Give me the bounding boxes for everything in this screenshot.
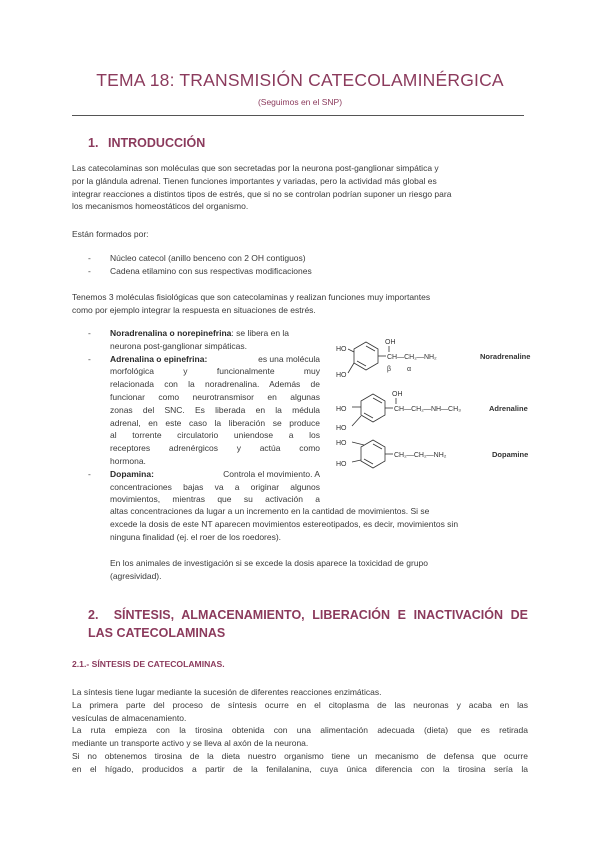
text-line: zonas del SNC. Es liberada en la médula xyxy=(110,404,320,415)
catecholamine-structures-figure xyxy=(328,332,538,472)
adrenaline-label: Adrenaline xyxy=(489,404,528,413)
noradrenalina-text-2: neurona post-ganglionar simpáticas. xyxy=(110,340,248,351)
section-1-heading xyxy=(88,136,205,150)
text-line: los mecanismos homeostáticos del organismo. xyxy=(72,201,249,212)
text-line: ninguna finalidad (ej. el roer de los roedores). xyxy=(110,531,282,542)
noradrenaline-label: Noradrenaline xyxy=(480,352,531,361)
text-line: como por ejemplo integrar la respuesta en situaciones de estrés. xyxy=(72,304,316,315)
adrenalina-name: Adrenalina o epinefrina: xyxy=(110,353,208,364)
nor-alpha: α xyxy=(407,366,412,373)
section-2-number: 2. xyxy=(88,608,99,622)
subsection-2-1-heading: 2.1.- SÍNTESIS DE CATECOLAMINAS. xyxy=(72,659,225,669)
synthesis-paragraph xyxy=(72,686,528,776)
dopamine-label: Dopamine xyxy=(492,450,529,459)
text-line: receptores adrenérgicos y actúa como xyxy=(110,443,320,454)
list-item: - Núcleo catecol (anillo benceno con 2 OH contiguos) xyxy=(88,253,306,263)
nor-ho-top: HO xyxy=(336,346,347,353)
nor-beta: β xyxy=(387,366,392,373)
text-line: altas concentraciones da lugar a un incremento en la cantidad de movimientos. Si se xyxy=(110,506,430,516)
text-line: adrenal, en este caso la liberación se produce xyxy=(110,417,320,428)
list-item-noradrenalina: - Noradrenalina o norepinefrina: se libera en la neurona post-ganglionar simpáticas. xyxy=(88,327,320,353)
text-line: Si no obtenemos tirosina de la dieta nuestro organismo tiene un mecanismo de defensa que ocurre xyxy=(72,750,528,761)
text-line: La ruta empieza con la tirosina obtenida con una alimentación adecuada (dieta) que es retirada xyxy=(72,725,528,736)
dopamina-name: Dopamina: xyxy=(110,468,154,479)
dop-ho-bottom: HO xyxy=(336,461,347,468)
molecules-paragraph xyxy=(72,291,528,317)
text-line: por la glándula adrenal. Tienen funciones importantes y variadas, pero la actividad más global es xyxy=(72,175,437,186)
text-line: integrar reacciones a distintos tipos de estrés, que si no se controlan podrían suponer un riesgo para xyxy=(72,188,452,199)
list-item-adrenalina: - Adrenalina o epinefrina: es una molécula morfológica y funcionalmente muy relacionada con la noradrenalina. Además de funcionar como neurotransmisor en algunas zonas del SNC. Es liberada en la médula adrenal, en este caso la liberación se produce al torrente circulatorio uniendose a los receptores adrenérgicos y actúa como hormona. xyxy=(88,353,320,466)
section-1-title: INTRODUCCIÓN xyxy=(108,136,206,150)
text-line: movimientos, mientras que su activación a xyxy=(110,494,320,505)
text-line: relacionada con la noradrenalina. Además de xyxy=(110,379,320,390)
section-2-title-line-1: SÍNTESIS, ALMACENAMIENTO, LIBERACIÓN E INACTIVACIÓN DE xyxy=(113,608,528,622)
dop-chain: CH₂—CH₂—NH₂ xyxy=(394,452,447,459)
document-subtitle: (Seguimos en el SNP) xyxy=(257,97,343,107)
text-line: La síntesis tiene lugar mediante la sucesión de diferentes reacciones enzimáticas. xyxy=(72,687,382,697)
text-line: excede la dosis de este NT aparecen movimientos estereotipados, es decir, movimientos sin xyxy=(110,518,459,529)
catecholamines-list xyxy=(88,327,320,506)
title-divider xyxy=(72,115,524,116)
adr-ho-top: HO xyxy=(336,406,347,413)
dop-ho-top: HO xyxy=(336,440,347,447)
formed-by-paragraph: Están formados por: xyxy=(72,229,149,239)
adr-oh: OH xyxy=(392,391,403,398)
text-line: morfológica y funcionalmente muy xyxy=(110,366,320,377)
text-line: vesículas de almacenamiento. xyxy=(72,712,187,723)
adrenalina-text: es una molécula xyxy=(258,353,320,364)
intro-paragraph xyxy=(72,162,528,213)
text-line: (agresividad). xyxy=(110,570,162,581)
text-line: en el hígado, producidos a partir de la fenilalanina, cuya única diferencia con la tirosina sería la xyxy=(72,763,528,774)
toxicity-paragraph xyxy=(110,557,528,583)
text-line: hormona. xyxy=(110,455,146,466)
adr-chain: CH—CH₂—NH—CH₃ xyxy=(394,406,462,413)
nor-ho-bottom: HO xyxy=(336,372,347,379)
components-list xyxy=(88,252,528,278)
noradrenalina-name: Noradrenalina o norepinefrina xyxy=(110,328,232,338)
adr-ho-bottom: HO xyxy=(336,425,347,432)
list-item-dopamina: - Dopamina: Controla el movimiento. A concentraciones bajas va a originar algunos movimientos, mientras que su activación a xyxy=(88,468,320,505)
list-item-text: Núcleo catecol (anillo benceno con 2 OH contiguos) xyxy=(110,253,306,263)
text-line: concentraciones bajas va a originar algunos xyxy=(110,481,320,492)
section-2-heading xyxy=(88,606,528,642)
document-title: TEMA 18: TRANSMISIÓN CATECOLAMINÉRGICA xyxy=(96,70,504,90)
nor-oh: OH xyxy=(385,339,396,346)
text-line: mediante un transporte activo y se lleva al axón de la neurona. xyxy=(72,738,309,749)
text-line: Las catecolaminas son moléculas que son secretadas por la neurona post-ganglionar simpática y xyxy=(72,163,439,173)
nor-chain: CH—CH₂—NH₂ xyxy=(387,354,437,361)
section-2-title-line-2: LAS CATECOLAMINAS xyxy=(88,626,226,640)
section-1-number: 1. xyxy=(88,136,99,150)
text-line: En los animales de investigación si se excede la dosis aparece la toxicidad de grupo xyxy=(110,558,428,568)
text-line: funcionar como neurotransmisor en algunas xyxy=(110,391,320,402)
text-line: La primera parte del proceso de síntesis ocurre en el citoplasma de las neuronas y acaba en las xyxy=(72,699,528,710)
noradrenalina-text: : se libera en la xyxy=(231,328,290,338)
list-item-text: Cadena etilamino con sus respectivas modificaciones xyxy=(110,265,312,276)
dopamina-text: Controla el movimiento. A xyxy=(223,468,320,479)
dopamina-continuation xyxy=(110,505,528,543)
text-line: Tenemos 3 moléculas fisiológicas que son catecolaminas y realizan funciones muy importantes xyxy=(72,292,431,302)
list-item: - Cadena etilamino con sus respectivas modificaciones xyxy=(88,265,312,276)
text-line: al torrente circulatorio uniendose a los xyxy=(110,430,320,441)
